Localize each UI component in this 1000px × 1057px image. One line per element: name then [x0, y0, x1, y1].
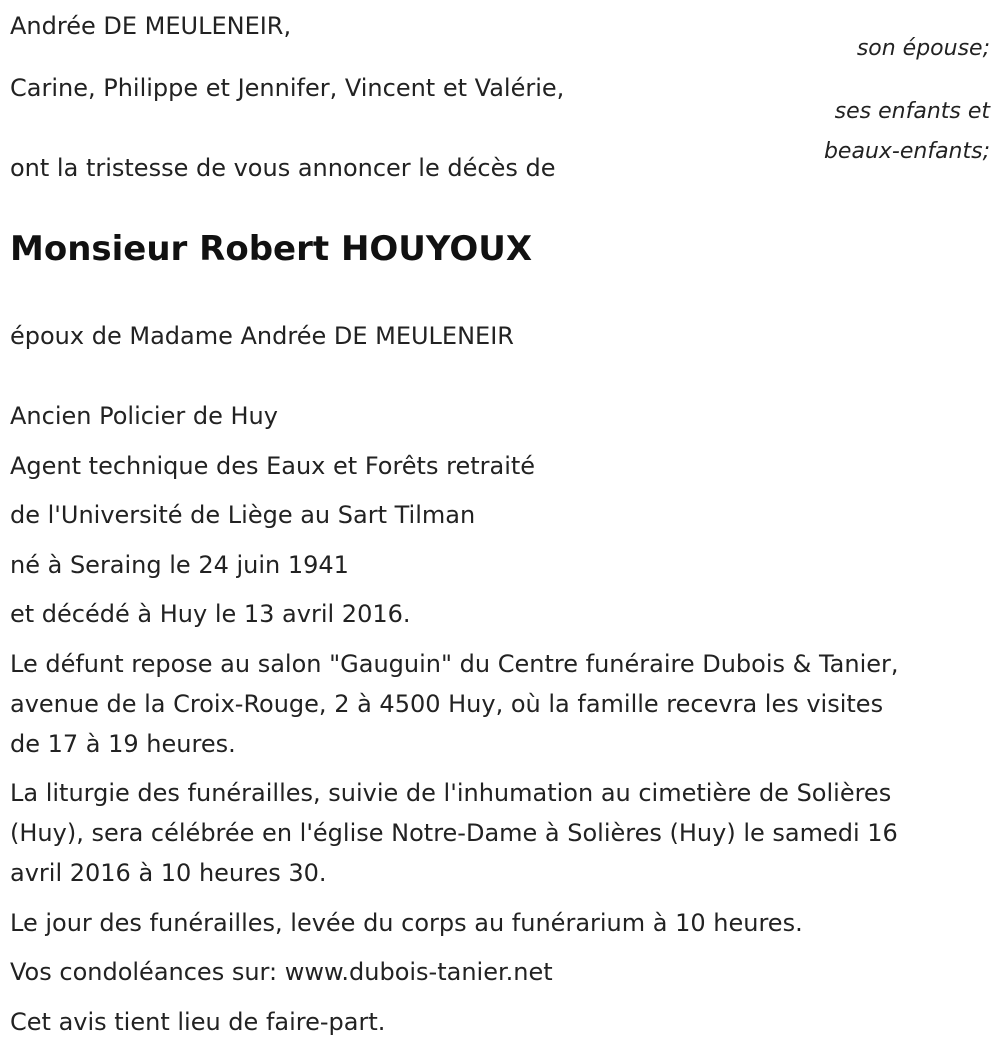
funeral-line-1: La liturgie des funérailles, suivie de l'inhumation au cimetière de Solières [10, 779, 892, 807]
deceased-name: Monsieur Robert HOUYOUX [10, 229, 533, 269]
viewing-paragraph [10, 644, 995, 764]
career-line-1: Ancien Policier de Huy [10, 402, 278, 430]
viewing-line-1: Le défunt repose au salon "Gauguin" du Centre funéraire Dubois & Tanier, [10, 650, 899, 678]
children-role-line2: beaux-enfants; [823, 139, 990, 164]
children-names: Carine, Philippe et Jennifer, Vincent et Valérie, [10, 74, 565, 102]
birth-info: né à Seraing le 24 juin 1941 [10, 551, 349, 579]
death-info: et décédé à Huy le 13 avril 2016. [10, 600, 411, 628]
spouse-role: son épouse; [856, 36, 990, 61]
children-role-line1: ses enfants et [834, 99, 990, 124]
funeral-paragraph [10, 773, 995, 893]
notice-footer: Cet avis tient lieu de faire-part. [10, 1008, 386, 1036]
career-line-3: de l'Université de Liège au Sart Tilman [10, 501, 476, 529]
condolences-link-text: Vos condoléances sur: www.dubois-tanier.net [10, 958, 553, 986]
spouse-name: Andrée DE MEULENEIR, [10, 12, 292, 40]
funeral-line-2: (Huy), sera célébrée en l'église Notre-Dame à Solières (Huy) le samedi 16 [10, 819, 898, 847]
funeral-line-3: avril 2016 à 10 heures 30. [10, 859, 327, 887]
viewing-line-2: avenue de la Croix-Rouge, 2 à 4500 Huy, où la famille recevra les visites [10, 690, 884, 718]
announcement-text: ont la tristesse de vous annoncer le décès de [10, 154, 556, 182]
body-departure: Le jour des funérailles, levée du corps au funérarium à 10 heures. [10, 909, 803, 937]
spouse-of: époux de Madame Andrée DE MEULENEIR [10, 322, 514, 350]
career-line-2: Agent technique des Eaux et Forêts retraité [10, 452, 536, 480]
viewing-line-3: de 17 à 19 heures. [10, 730, 236, 758]
